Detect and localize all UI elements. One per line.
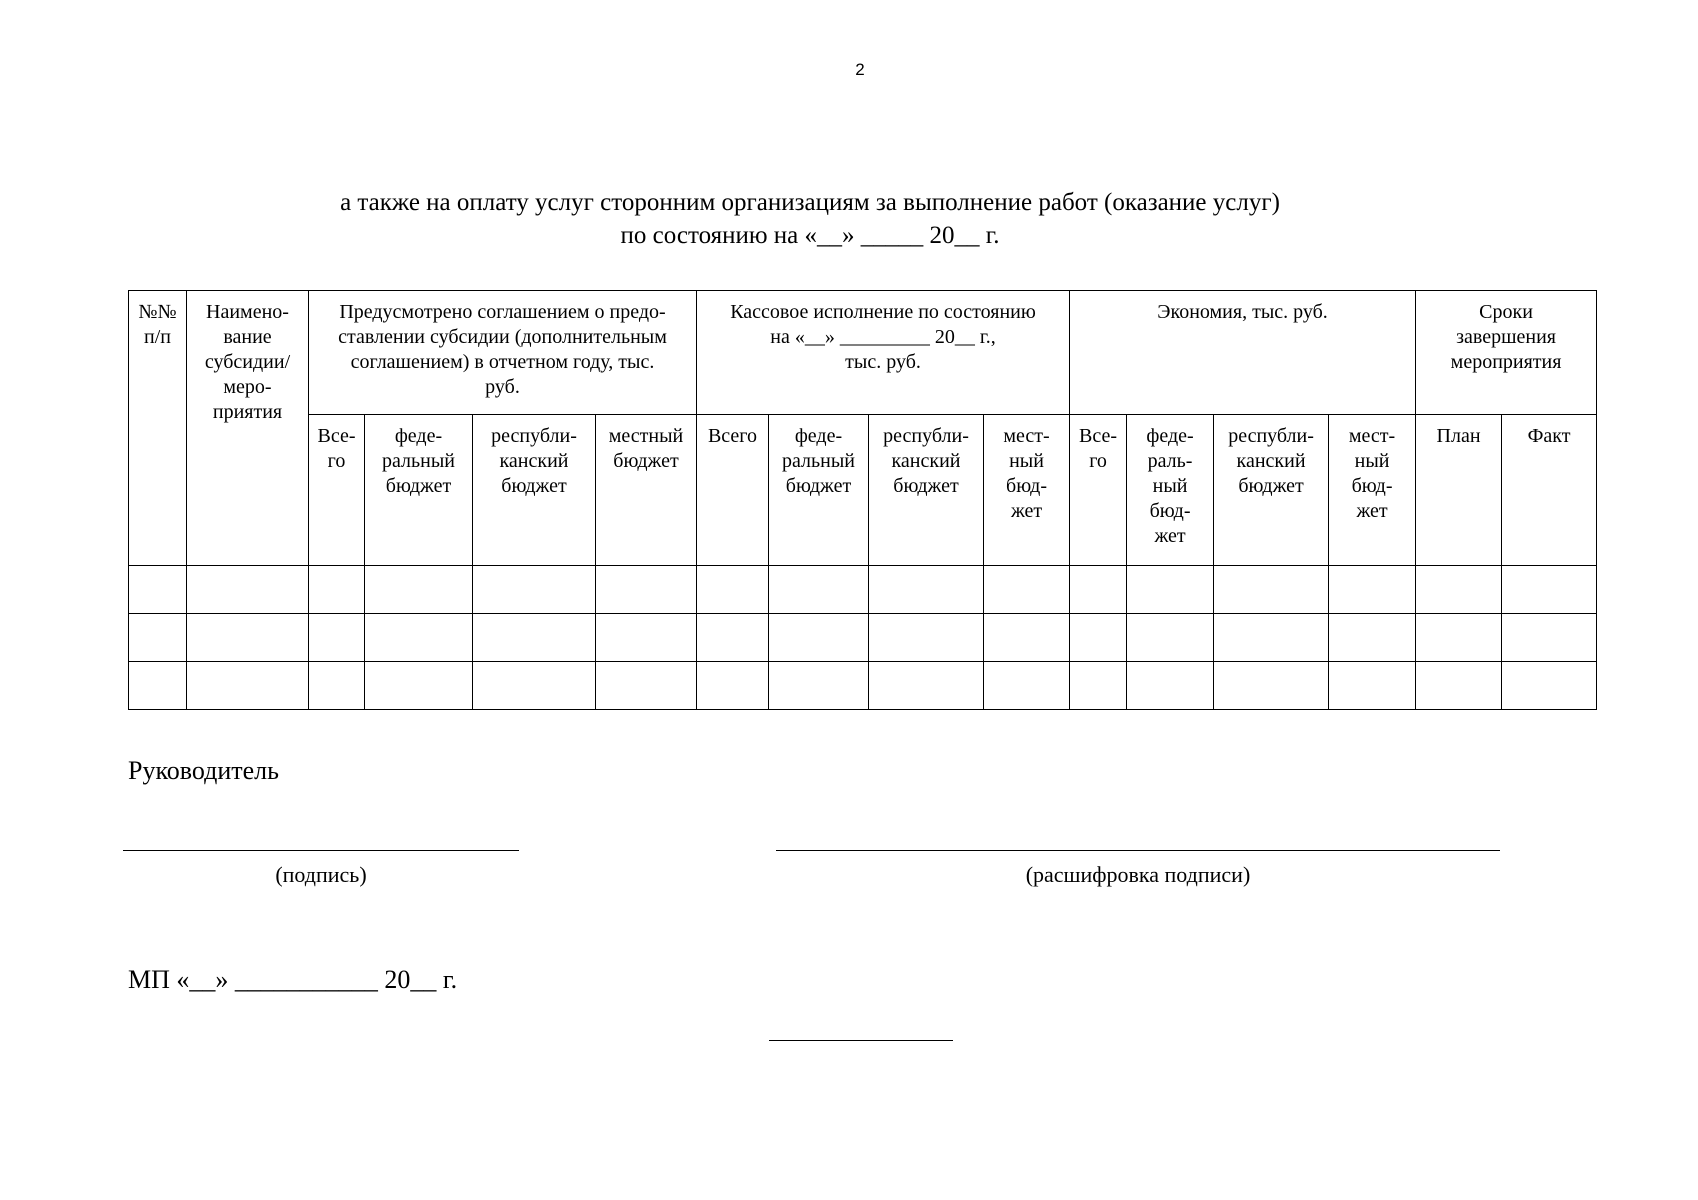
table-cell — [1416, 662, 1502, 710]
header-row-subcolumns — [129, 415, 1597, 566]
table-cell — [697, 614, 769, 662]
table-cell — [309, 614, 365, 662]
page-number: 2 — [855, 60, 865, 79]
table-cell — [869, 566, 984, 614]
economy-local: мест- ный бюд- жет — [1329, 415, 1416, 566]
table-cell — [473, 662, 596, 710]
table-cell — [187, 566, 309, 614]
table-cell — [365, 662, 473, 710]
cash-federal: феде- ральный бюджет — [769, 415, 869, 566]
table-cell — [473, 566, 596, 614]
document-title — [0, 186, 1620, 252]
header-num: №№ п/п — [129, 291, 187, 566]
economy-total: Все- го — [1070, 415, 1127, 566]
header-name: Наимено- вание субсидии/ меро- приятия — [187, 291, 309, 566]
table-cell — [129, 614, 187, 662]
table-cell — [1502, 614, 1597, 662]
signatory-role: Руководитель — [128, 756, 279, 785]
economy-republic: республи- канский бюджет — [1214, 415, 1329, 566]
table-cell — [365, 614, 473, 662]
agreement-local: местный бюджет — [596, 415, 697, 566]
table-cell — [1502, 662, 1597, 710]
table-cell — [309, 566, 365, 614]
bottom-separator-line — [769, 1040, 953, 1041]
table-cell — [1127, 566, 1214, 614]
cash-total: Всего — [697, 415, 769, 566]
table-cell — [596, 614, 697, 662]
title-line-1: а также на оплату услуг сторонним организациям за выполнение работ (оказание услуг) — [340, 189, 1280, 216]
table-cell — [129, 566, 187, 614]
table-cell — [769, 566, 869, 614]
deadline-fact: Факт — [1502, 415, 1597, 566]
economy-federal: феде- раль- ный бюд- жет — [1127, 415, 1214, 566]
table-cell — [769, 614, 869, 662]
table-cell — [1502, 566, 1597, 614]
table-cell — [697, 566, 769, 614]
table-cell — [697, 662, 769, 710]
seal-date-line: МП «__» ___________ 20__ г. — [128, 965, 458, 994]
cash-republic: республи- канский бюджет — [869, 415, 984, 566]
signature-decode-line — [776, 850, 1500, 851]
table-cell — [1127, 614, 1214, 662]
table-cell — [1329, 614, 1416, 662]
table-cell — [473, 614, 596, 662]
cash-local: мест- ный бюд- жет — [984, 415, 1070, 566]
table-cell — [1416, 566, 1502, 614]
table-cell — [1127, 662, 1214, 710]
deadline-plan: План — [1416, 415, 1502, 566]
header-economy: Экономия, тыс. руб. — [1070, 291, 1416, 415]
table-cell — [1416, 614, 1502, 662]
table-row — [129, 566, 1597, 614]
signature-decode-caption: (расшифровка подписи) — [1025, 862, 1251, 887]
table-cell — [984, 614, 1070, 662]
table-cell — [596, 566, 697, 614]
table-cell — [984, 662, 1070, 710]
table-cell — [187, 614, 309, 662]
table-cell — [984, 566, 1070, 614]
table-cell — [1070, 566, 1127, 614]
table-cell — [1214, 614, 1329, 662]
report-table — [128, 290, 1597, 710]
table-cell — [769, 662, 869, 710]
agreement-federal: феде- ральный бюджет — [365, 415, 473, 566]
table-cell — [1214, 662, 1329, 710]
table-row — [129, 614, 1597, 662]
table-cell — [1329, 662, 1416, 710]
title-line-2: по состоянию на «__» _____ 20__ г. — [620, 222, 1000, 249]
header-deadline: Сроки завершения мероприятия — [1416, 291, 1597, 415]
table-cell — [869, 662, 984, 710]
table-cell — [869, 614, 984, 662]
table-cell — [365, 566, 473, 614]
header-agreement: Предусмотрено соглашением о предо- ставлении субсидии (дополнительным соглашением) в отчетном году, тыс. руб. — [309, 291, 697, 415]
signature-caption: (подпись) — [275, 862, 367, 887]
agreement-republic: республи- канский бюджет — [473, 415, 596, 566]
table-row — [129, 662, 1597, 710]
table-cell — [1214, 566, 1329, 614]
table-cell — [1070, 614, 1127, 662]
signature-line — [123, 850, 519, 851]
header-row-groups — [129, 291, 1597, 415]
header-cash: Кассовое исполнение по состоянию на «__» _________ 20__ г., тыс. руб. — [697, 291, 1070, 415]
table-cell — [309, 662, 365, 710]
table-cell — [1070, 662, 1127, 710]
table-cell — [1329, 566, 1416, 614]
table-cell — [596, 662, 697, 710]
agreement-total: Все- го — [309, 415, 365, 566]
table-cell — [129, 662, 187, 710]
table-cell — [187, 662, 309, 710]
